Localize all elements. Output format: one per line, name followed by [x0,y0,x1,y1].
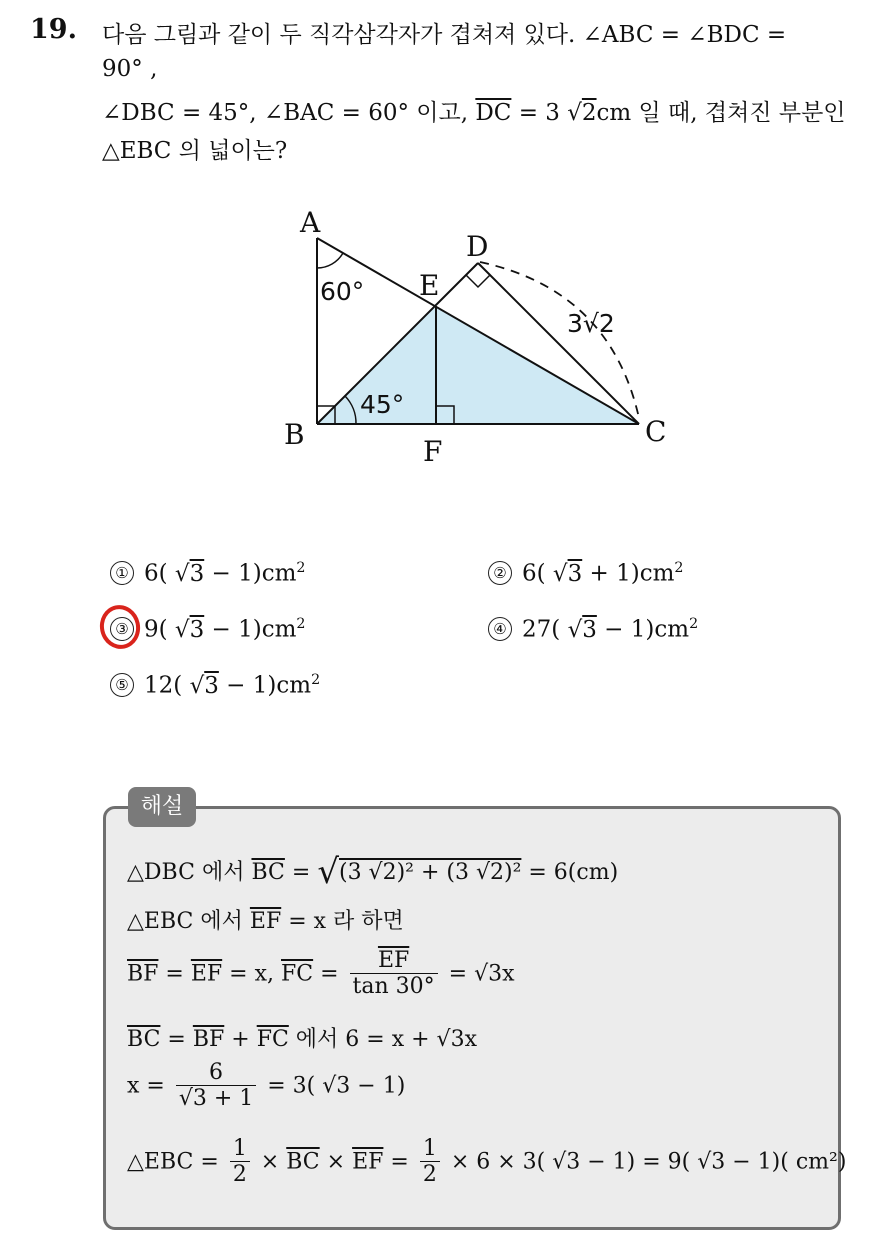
numerator: 1 [420,1136,440,1162]
text: = [313,961,346,987]
text: = √3x [441,961,515,987]
choice-exponent: 2 [311,672,321,688]
text: = [160,1027,193,1052]
label-e: E [419,269,440,302]
fraction [176,1060,256,1113]
text: + [224,1027,257,1052]
radical-sign: √ [317,852,339,892]
segment-bf: $\overline{BF}$ [192,1027,225,1052]
solution-tab: 해설 [128,787,196,827]
sqrt-expression: √3 [174,616,205,643]
text: △EBC 에서 [127,909,250,934]
solution-line-5 [127,1060,405,1113]
label-b: B [284,418,305,451]
choice-text: 6( [522,560,553,587]
text: = [383,1149,416,1175]
text: = [158,961,191,987]
sqrt-arg: 2 [581,100,597,126]
denominator: tan 30° [352,974,435,1000]
sqrt-arg: 3 [567,560,583,587]
choice-text: 12( [144,672,190,699]
choice-text: 27( [522,616,568,643]
sqrt-arg: 3 [189,616,205,643]
question-text-line3-a: ∠DBC = 45°, ∠BAC = 60° 이고, [102,100,476,126]
segment-fc: $\overline{FC}$ [281,961,314,987]
fraction [350,948,438,1001]
segment-fc: $\overline{FC}$ [256,1027,289,1052]
solution-line-3 [127,948,515,1001]
sqrt-expression: √2 [567,100,597,126]
sqrt-expression: √3 [567,616,597,643]
selected-answer-mark [96,601,144,652]
denominator: √3 + 1 [178,1086,254,1112]
sqrt-arg: 3 [189,560,205,587]
segment-bf: $\overline{BF}$ [127,961,159,987]
denominator: 2 [232,1162,247,1188]
angle-arc-a [317,253,343,268]
choice-exponent: 2 [689,616,699,632]
denominator: 2 [422,1162,437,1188]
right-angle-mark-d [466,275,490,287]
text: = x 라 하면 [281,909,404,934]
text: = x, [222,961,282,987]
choice-exponent: 2 [296,560,306,576]
numerator: 6 [176,1060,256,1086]
sqrt-expression: √3 [552,560,583,587]
angle-label-a: 60° [320,277,365,306]
choice-text: − 1)cm [204,560,297,587]
segment-dc: $\overline{DC}$ [475,100,512,126]
segment-ef: $\overline{EF}$ [352,1149,384,1175]
segment-ef: $\overline{EF}$ [249,909,282,934]
label-d: D [466,230,489,263]
text: △DBC 에서 [127,860,252,885]
numerator: $\overline{EF}$ [350,948,438,974]
segment-bc: $\overline{BC}$ [127,1027,161,1052]
segment-bc: $\overline{BC}$ [251,860,285,885]
choice-text: 9( [144,616,175,643]
choice-number: ② [488,561,512,585]
question-text-line1: 다음 그림과 같이 두 직각삼각자가 겹쳐져 있다. ∠ABC = ∠BDC = [102,22,787,48]
sqrt-arg: 3 [582,616,597,643]
choice-text: − 1)cm [596,616,690,643]
question-text-line3-c: cm 일 때, 겹쳐진 부분인 [596,100,846,126]
label-f: F [423,435,443,468]
segment-bc: $\overline{BC}$ [286,1149,320,1175]
choice-exponent: 2 [674,560,684,576]
sqrt-expression: √3 [189,672,219,699]
solution-line-6 [127,1136,846,1189]
text: × [319,1149,353,1175]
text: = [284,860,318,885]
solution-line-4 [127,1022,477,1053]
choice-text: + 1)cm [582,560,675,587]
solution-line-2 [127,904,404,935]
choice-number: ④ [488,617,512,641]
choice-number: ⑤ [110,673,134,697]
choice-2[interactable] [488,560,684,587]
segment-ef: $\overline{EF}$ [190,961,223,987]
question-number: 19. [30,14,77,45]
text: x = [127,1073,172,1099]
choice-text: − 1)cm [204,616,297,643]
choice-4[interactable] [488,616,698,643]
solution-line-1 [127,852,618,892]
question-text-line4: △EBC 의 넓이는? [102,138,288,164]
angle-label-b: 45° [360,390,405,419]
choice-text: − 1)cm [218,672,312,699]
fraction [420,1136,440,1189]
choice-number: ① [110,561,134,585]
sqrt-expression: √3 [174,560,205,587]
choice-exponent: 2 [296,616,306,632]
label-c: C [645,415,667,448]
label-a: A [300,206,321,239]
text: 에서 6 = x + √3x [288,1027,477,1052]
side-label-dc: 3√2 [567,309,615,338]
sqrt-arg: 3 [204,672,219,699]
text: × [253,1149,287,1175]
choice-text: 6( [144,560,175,587]
text: △EBC = [127,1149,226,1175]
numerator: 1 [230,1136,250,1162]
triangle-figure [0,0,884,520]
choice-1[interactable] [110,560,306,587]
question-text-line3-b: = 3 [511,100,568,126]
choice-number: ③ [110,617,134,641]
fraction [230,1136,250,1189]
question-text-line2: 90° , [102,56,158,82]
text: = 6(cm) [521,860,619,885]
choice-5[interactable] [110,672,320,699]
radicand: (3 √2)² + (3 √2)² [338,860,522,885]
text: = 3( √3 − 1) [260,1073,406,1099]
text: × 6 × 3( √3 − 1) = 9( √3 − 1)( cm²) [443,1149,847,1175]
